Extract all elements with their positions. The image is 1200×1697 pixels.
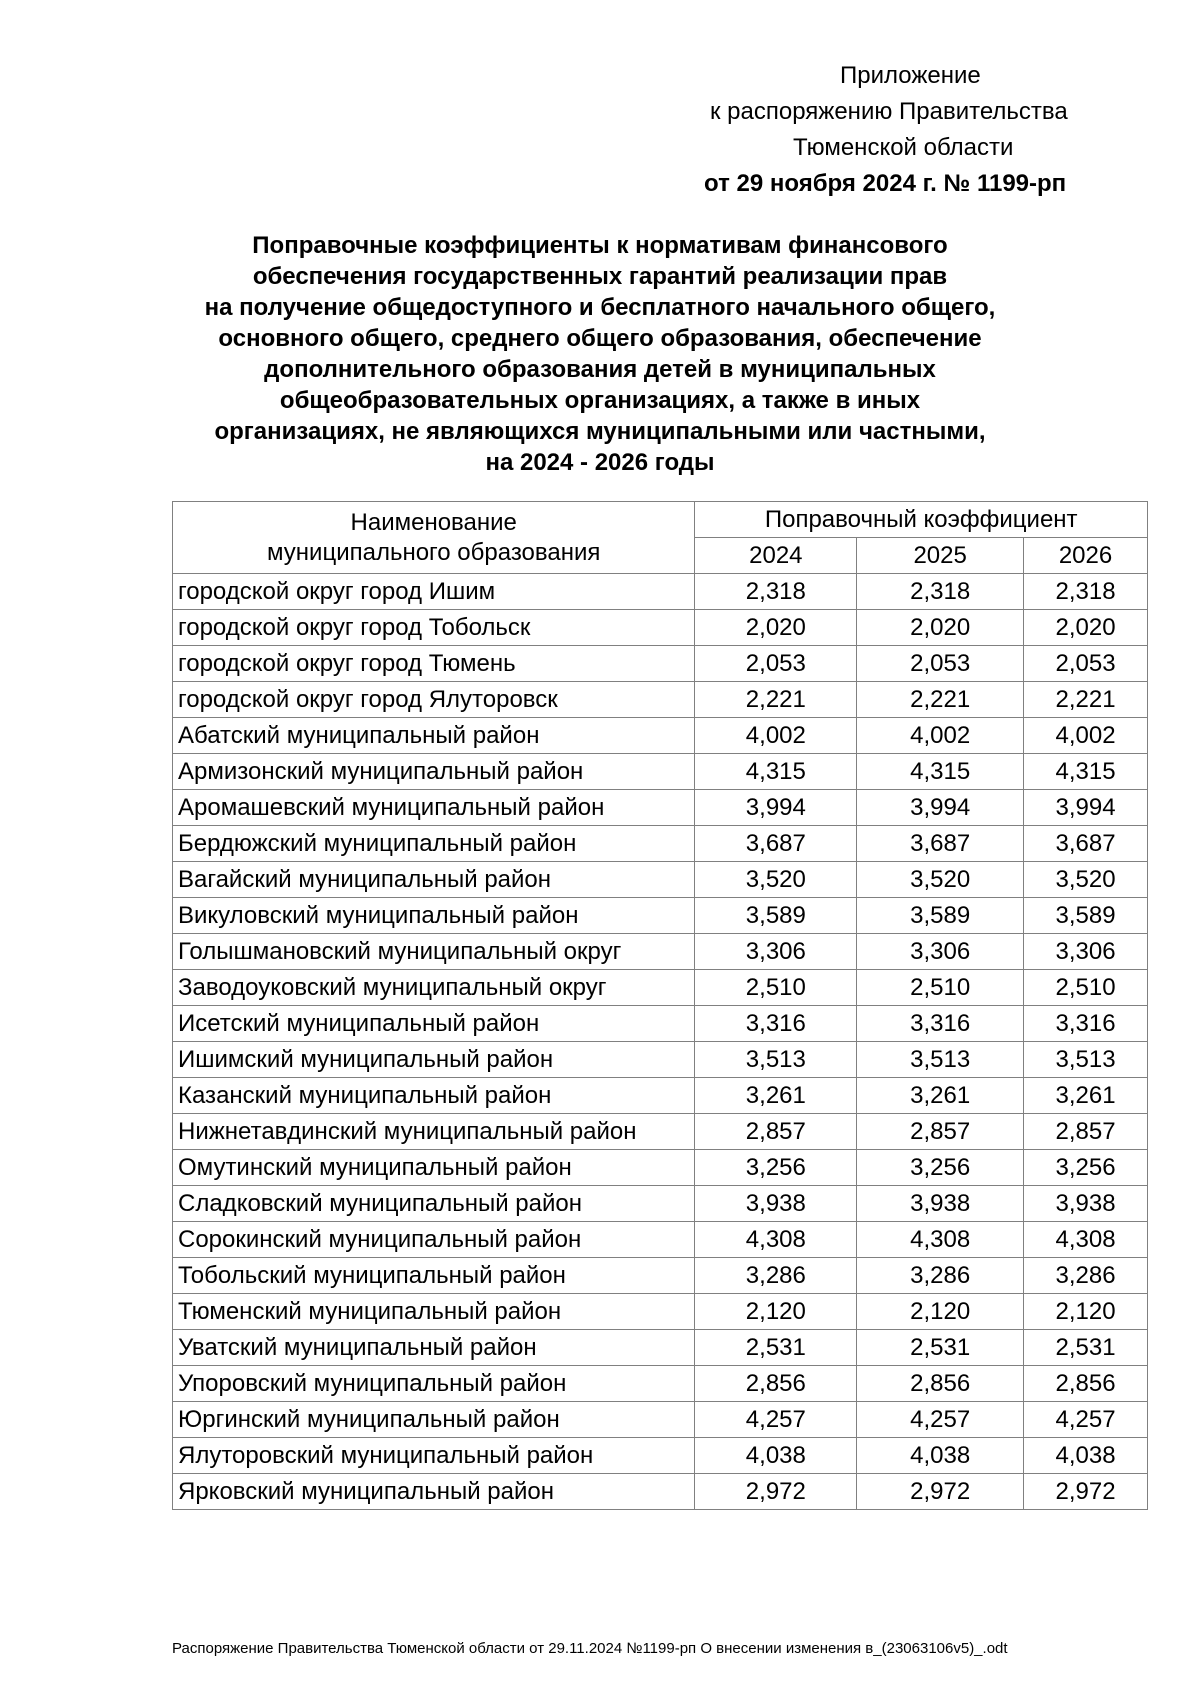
municipality-name: Исетский муниципальный район [173, 1006, 695, 1042]
coef-2024: 2,221 [695, 682, 857, 718]
coef-2024: 2,510 [695, 970, 857, 1006]
coef-2024: 3,256 [695, 1150, 857, 1186]
coef-2024: 2,856 [695, 1366, 857, 1402]
header-municipality [173, 502, 695, 574]
appendix-label: Приложение [840, 62, 981, 89]
table-row [173, 682, 1148, 718]
coef-2024: 4,038 [695, 1438, 857, 1474]
coef-2026: 3,256 [1024, 1150, 1148, 1186]
table-row [173, 826, 1148, 862]
coef-2024: 2,053 [695, 646, 857, 682]
municipality-name: Заводоуковский муниципальный округ [173, 970, 695, 1006]
coef-2026: 2,120 [1024, 1294, 1148, 1330]
coef-2025: 4,315 [857, 754, 1024, 790]
table-row [173, 1006, 1148, 1042]
municipality-name: Нижнетавдинский муниципальный район [173, 1114, 695, 1150]
table-row [173, 1438, 1148, 1474]
coef-2026: 4,002 [1024, 718, 1148, 754]
table-row [173, 574, 1148, 610]
coef-2024: 2,020 [695, 610, 857, 646]
coef-2026: 3,938 [1024, 1186, 1148, 1222]
coef-2025: 2,856 [857, 1366, 1024, 1402]
coef-2024: 2,318 [695, 574, 857, 610]
municipality-name: городской округ город Ишим [173, 574, 695, 610]
title-line: обеспечения государственных гарантий реализации прав [252, 263, 948, 290]
header-year: 2026 [1024, 538, 1148, 574]
document-footer: Распоряжение Правительства Тюменской области от 29.11.2024 №1199-рп О внесении изменения в_(23063106v5)_.odt [172, 1640, 1008, 1657]
coef-2025: 3,306 [857, 934, 1024, 970]
title-line: на получение общедоступного и бесплатного начального общего, [204, 294, 996, 321]
coef-2024: 2,120 [695, 1294, 857, 1330]
coef-2025: 2,053 [857, 646, 1024, 682]
appendix-region-line: Тюменской области [793, 134, 1014, 161]
coef-2026: 2,510 [1024, 970, 1148, 1006]
municipality-name: Вагайский муниципальный район [173, 862, 695, 898]
coef-2026: 2,318 [1024, 574, 1148, 610]
municipality-name: Тобольский муниципальный район [173, 1258, 695, 1294]
table-row [173, 1294, 1148, 1330]
title-line: на 2024 - 2026 годы [485, 449, 715, 476]
coef-2026: 4,038 [1024, 1438, 1148, 1474]
municipality-name: Армизонский муниципальный район [173, 754, 695, 790]
title-line: общеобразовательных организациях, а также в иных [279, 387, 921, 414]
coef-2024: 3,938 [695, 1186, 857, 1222]
table-header-row [173, 502, 1148, 538]
table-row [173, 862, 1148, 898]
coef-2024: 4,308 [695, 1222, 857, 1258]
coef-2026: 2,053 [1024, 646, 1148, 682]
coef-2025: 4,308 [857, 1222, 1024, 1258]
coef-2025: 4,038 [857, 1438, 1024, 1474]
table-row [173, 1078, 1148, 1114]
municipality-name: городской округ город Тобольск [173, 610, 695, 646]
coef-2024: 3,520 [695, 862, 857, 898]
coef-2024: 4,002 [695, 718, 857, 754]
coef-2026: 3,589 [1024, 898, 1148, 934]
table-row [173, 1186, 1148, 1222]
table-row [173, 1258, 1148, 1294]
municipality-name: Юргинский муниципальный район [173, 1402, 695, 1438]
table-row [173, 970, 1148, 1006]
coef-2025: 4,257 [857, 1402, 1024, 1438]
municipality-name: городской округ город Тюмень [173, 646, 695, 682]
coef-2024: 3,687 [695, 826, 857, 862]
coef-2025: 3,520 [857, 862, 1024, 898]
table-row [173, 1402, 1148, 1438]
appendix-ref-line: к распоряжению Правительства [710, 98, 1068, 125]
municipality-name: Уватский муниципальный район [173, 1330, 695, 1366]
coef-2025: 2,510 [857, 970, 1024, 1006]
municipality-name: городской округ город Ялуторовск [173, 682, 695, 718]
municipality-name: Сорокинский муниципальный район [173, 1222, 695, 1258]
header-coefficient-group: Поправочный коэффициент [695, 502, 1148, 538]
municipality-name: Абатский муниципальный район [173, 718, 695, 754]
coef-2025: 2,221 [857, 682, 1024, 718]
coef-2024: 2,531 [695, 1330, 857, 1366]
table-row [173, 1474, 1148, 1510]
header-year: 2025 [857, 538, 1024, 574]
title-line: Поправочные коэффициенты к нормативам финансового [252, 232, 948, 259]
municipality-name: Ярковский муниципальный район [173, 1474, 695, 1510]
table-row [173, 934, 1148, 970]
appendix-block [700, 58, 1120, 202]
municipality-name: Ишимский муниципальный район [173, 1042, 695, 1078]
coef-2026: 4,308 [1024, 1222, 1148, 1258]
header-municipality-line: Наименование [350, 508, 517, 536]
municipality-name: Викуловский муниципальный район [173, 898, 695, 934]
coef-2026: 4,315 [1024, 754, 1148, 790]
coef-2025: 2,020 [857, 610, 1024, 646]
municipality-name: Омутинский муниципальный район [173, 1150, 695, 1186]
document-title [120, 230, 1080, 478]
coef-2025: 2,120 [857, 1294, 1024, 1330]
table-row [173, 1330, 1148, 1366]
coef-2024: 3,316 [695, 1006, 857, 1042]
coef-2026: 3,316 [1024, 1006, 1148, 1042]
title-line: организациях, не являющихся муниципальными или частными, [214, 418, 986, 445]
coef-2026: 2,857 [1024, 1114, 1148, 1150]
municipality-name: Тюменский муниципальный район [173, 1294, 695, 1330]
municipality-name: Голышмановский муниципальный округ [173, 934, 695, 970]
coef-2025: 4,002 [857, 718, 1024, 754]
table-row [173, 718, 1148, 754]
coef-2025: 3,687 [857, 826, 1024, 862]
coef-2026: 3,994 [1024, 790, 1148, 826]
coef-2026: 3,261 [1024, 1078, 1148, 1114]
coef-2024: 3,306 [695, 934, 857, 970]
coef-2026: 2,972 [1024, 1474, 1148, 1510]
header-municipality-line: муниципального образования [267, 538, 601, 566]
table-row [173, 610, 1148, 646]
coef-2026: 3,687 [1024, 826, 1148, 862]
coef-2025: 3,938 [857, 1186, 1024, 1222]
coef-2025: 3,256 [857, 1150, 1024, 1186]
table-row [173, 754, 1148, 790]
municipality-name: Ялуторовский муниципальный район [173, 1438, 695, 1474]
coef-2024: 2,972 [695, 1474, 857, 1510]
coef-2024: 3,513 [695, 1042, 857, 1078]
coef-2025: 3,513 [857, 1042, 1024, 1078]
table-row [173, 1150, 1148, 1186]
coef-2025: 3,286 [857, 1258, 1024, 1294]
municipality-name: Упоровский муниципальный район [173, 1366, 695, 1402]
coef-2026: 3,513 [1024, 1042, 1148, 1078]
coef-2024: 3,589 [695, 898, 857, 934]
coef-2025: 2,857 [857, 1114, 1024, 1150]
coef-2024: 2,857 [695, 1114, 857, 1150]
municipality-name: Аромашевский муниципальный район [173, 790, 695, 826]
coefficients-table [172, 501, 1148, 1510]
coef-2025: 2,318 [857, 574, 1024, 610]
header-year: 2024 [695, 538, 857, 574]
coef-2024: 3,994 [695, 790, 857, 826]
municipality-name: Бердюжский муниципальный район [173, 826, 695, 862]
coef-2024: 3,261 [695, 1078, 857, 1114]
coef-2026: 2,531 [1024, 1330, 1148, 1366]
table-row [173, 898, 1148, 934]
coef-2024: 4,257 [695, 1402, 857, 1438]
coef-2026: 3,306 [1024, 934, 1148, 970]
coef-2026: 2,020 [1024, 610, 1148, 646]
coef-2026: 3,520 [1024, 862, 1148, 898]
coef-2025: 3,589 [857, 898, 1024, 934]
coef-2025: 3,994 [857, 790, 1024, 826]
coef-2026: 4,257 [1024, 1402, 1148, 1438]
coef-2025: 3,316 [857, 1006, 1024, 1042]
table-row [173, 1366, 1148, 1402]
coef-2024: 3,286 [695, 1258, 857, 1294]
coef-2025: 2,531 [857, 1330, 1024, 1366]
coef-2026: 2,856 [1024, 1366, 1148, 1402]
table-row [173, 1114, 1148, 1150]
table-row [173, 790, 1148, 826]
table-row [173, 1042, 1148, 1078]
municipality-name: Казанский муниципальный район [173, 1078, 695, 1114]
coef-2024: 4,315 [695, 754, 857, 790]
table-row [173, 646, 1148, 682]
title-line: дополнительного образования детей в муниципальных [264, 356, 936, 383]
appendix-date-number: от 29 ноября 2024 г. № 1199-рп [704, 170, 1067, 197]
table-row [173, 1222, 1148, 1258]
coef-2026: 2,221 [1024, 682, 1148, 718]
municipality-name: Сладковский муниципальный район [173, 1186, 695, 1222]
coef-2025: 3,261 [857, 1078, 1024, 1114]
title-line: основного общего, среднего общего образования, обеспечение [218, 325, 982, 352]
coef-2026: 3,286 [1024, 1258, 1148, 1294]
coef-2025: 2,972 [857, 1474, 1024, 1510]
